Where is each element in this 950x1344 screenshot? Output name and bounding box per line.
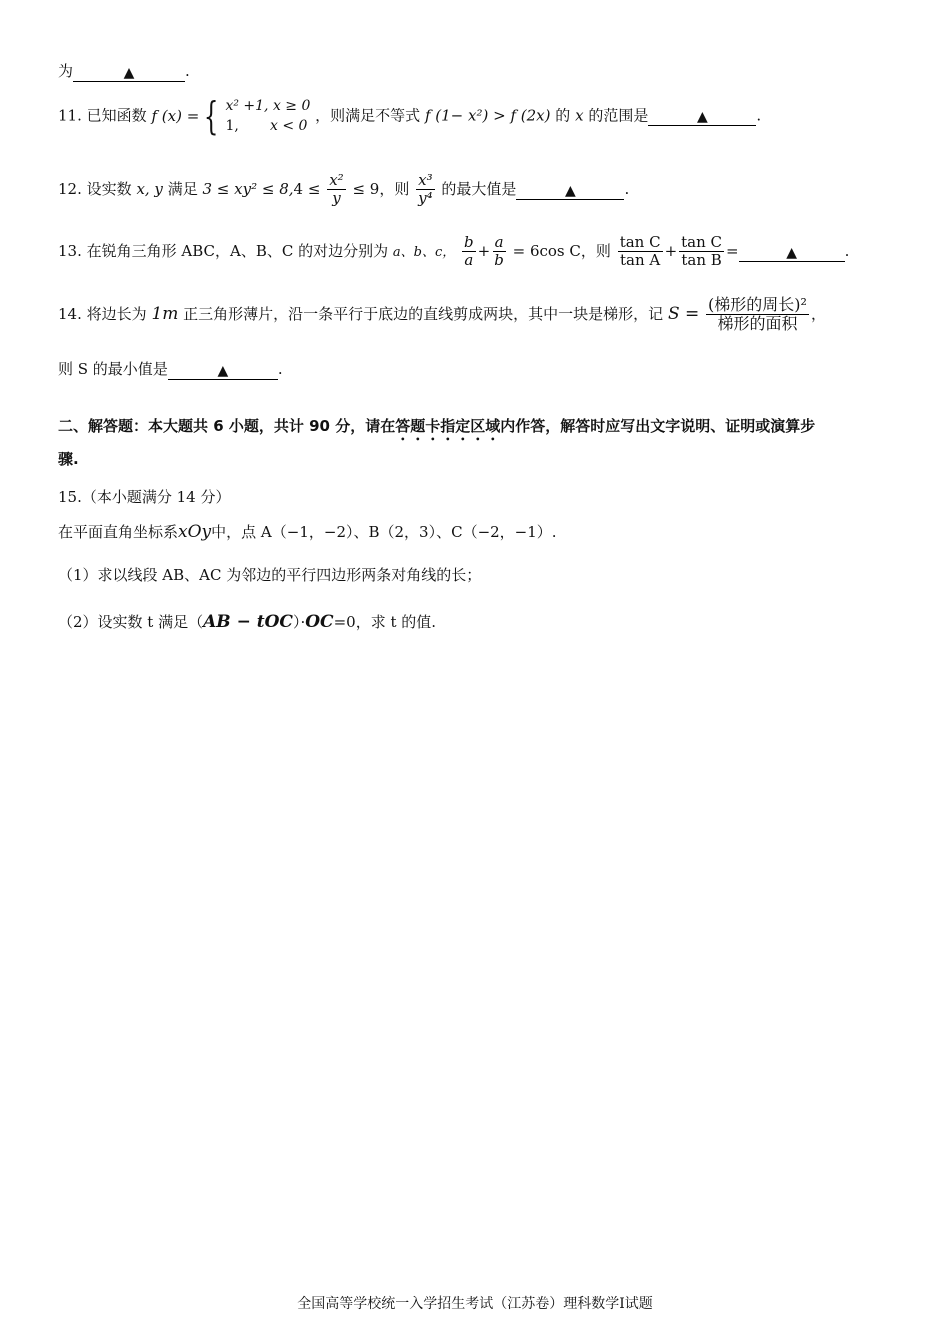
triangle-icon: ▲ xyxy=(696,109,708,126)
question-15-part2: （2）设实数 t 满足（AB − tOC）·OC=0，求 t 的值. xyxy=(58,612,437,632)
fraction: $\frac{\text{x³}}{\text{y⁴}}$ xyxy=(418,171,433,208)
triangle-icon: ▲ xyxy=(565,182,576,199)
fraction: $\frac{\text{tan C}}{\text{tan B}}$ xyxy=(681,233,723,270)
fraction: $\frac{\text{x²}}{y}$ xyxy=(329,171,344,208)
question-14-line2: 则 S 的最小值是 ▲ . xyxy=(58,360,283,379)
brace-icon: { xyxy=(204,94,219,139)
question-15-part1: （1）求以线段 AB、AC 为邻边的平行四边形两条对角线的长； xyxy=(58,566,482,584)
answer-blank xyxy=(739,242,845,262)
question-15-stem: 在平面直角坐标系xOy中，点 A（−1，−2）、B（2，3）、C（−2，−1）. xyxy=(58,522,557,542)
triangle-icon: ▲ xyxy=(786,244,798,261)
triangle-icon: ▲ xyxy=(123,65,135,81)
question-14: 14. 将边长为 1m 正三角形薄片，沿一条平行于底边的直线剪成两块，其中一块是梯形，记 S = $\frac{\text{(梯形的周长)²}}{\text{梯形的面积}}$ ， xyxy=(58,295,826,334)
fraction: $\frac{\text{(梯形的周长)²}}{\text{梯形的面积}}$ xyxy=(708,295,807,334)
answer-blank xyxy=(648,106,756,126)
question-11: 11. 已知函数 f (x) = { x² +1, x ≥ 0 1, x < 0 ，则满足不等式 f (1− x²) > f (2x) 的 x 的范围是 ▲ . xyxy=(58,94,762,139)
answer-blank xyxy=(73,62,185,82)
answer-blank xyxy=(168,360,278,380)
fraction: $\frac{b}{a}$ xyxy=(464,233,474,270)
piecewise-function: f (x) = { x² +1, x ≥ 0 1, x < 0 xyxy=(151,94,311,139)
fraction: $\frac{a}{b}$ xyxy=(494,233,504,270)
section-heading-line2: 骤. xyxy=(58,450,79,468)
answer-blank xyxy=(516,180,624,200)
continuation-line: 为 ▲ . xyxy=(58,62,190,81)
question-12: 12. 设实数 x, y 满足 3 ≤ xy² ≤ 8,4 ≤ $\frac{\text{x²}}{y}$ ≤ 9，则 $\frac{\text{x³}}{\text{y⁴}}$ 的最大值是 ▲ . xyxy=(58,171,630,208)
page-footer: 全国高等学校统一入学招生考试（江苏卷）理科数学Ⅰ试题 xyxy=(297,1296,653,1312)
triangle-icon: ▲ xyxy=(217,363,229,379)
question-15-header: 15.（本小题满分 14 分） xyxy=(58,488,231,506)
question-13: 13. 在锐角三角形 ABC，A、B、C 的对边分别为 a、b、c， $\frac{b}{a}$ + $\frac{a}{b}$ = 6cos C，则 $\frac{\text{tan C}}{\text{tan A}}$ + $\frac{\text{tan C}}{\text{tan B}}$ = ▲ . xyxy=(58,233,850,270)
fraction: $\frac{\text{tan C}}{\text{tan A}}$ xyxy=(619,233,661,270)
section-heading: 二、解答题：本大题共 6 小题，共计 90 分，请在答题卡指定区域内作答，解答时应写出文字说明、证明或演算步 xyxy=(58,417,816,435)
